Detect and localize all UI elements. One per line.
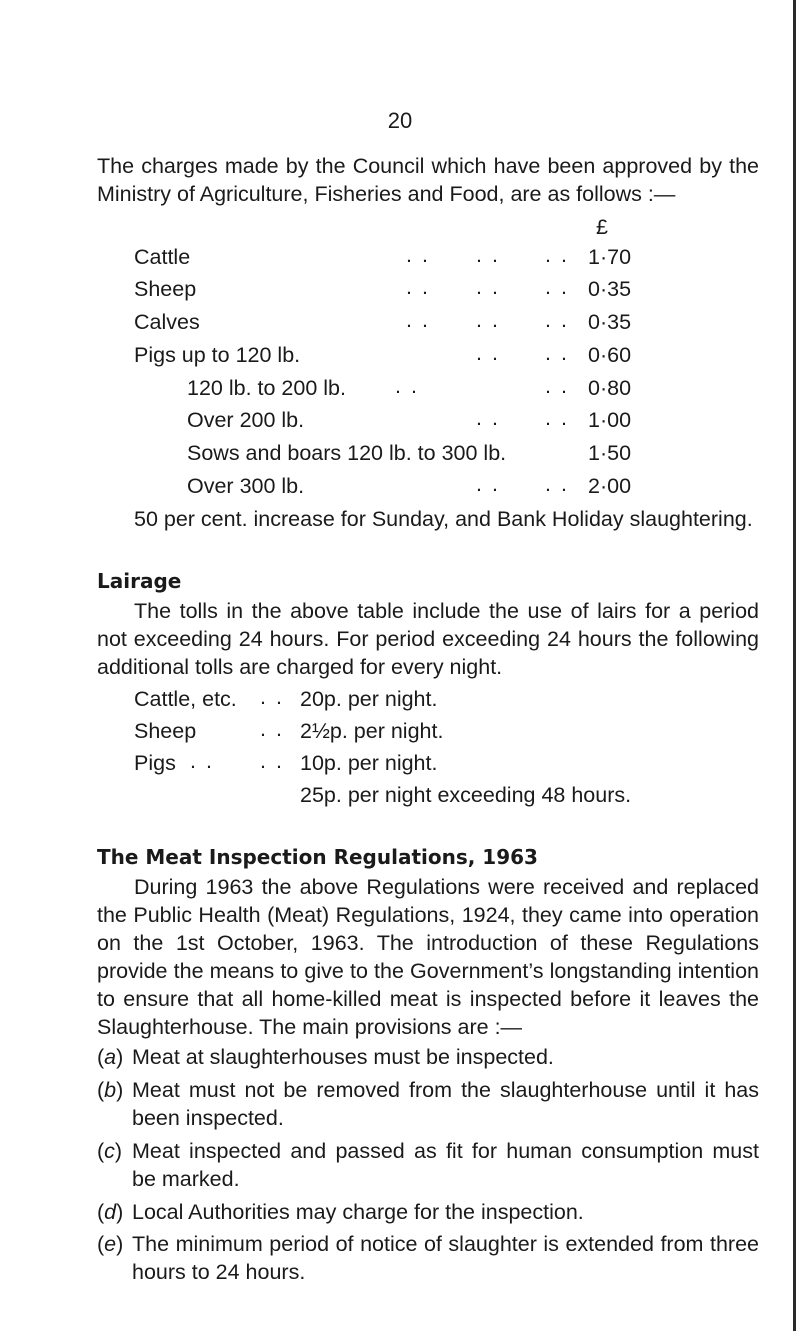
list-item-text: Meat inspected and passed as fit for human consumption must be marked. — [132, 1139, 759, 1191]
toll-value: 25p. per night exceeding 48 hours. — [300, 783, 632, 807]
list-item-label: (c) — [97, 1139, 123, 1163]
regulations-paragraph: During 1963 the above Regulations were received and replaced the Public Health (Meat) Regulations, 1924, they came into operation on the 1st October, 1963. The introduction of these Regulations provide the means to give to the Government’s longstanding intention to ensure that all home-killed meat is inspected before it leaves the Slaughterhouse. The main provisions are :— — [97, 875, 759, 1039]
list-item-text: Meat at slaughterhouses must be inspected. — [132, 1045, 554, 1069]
charge-label: Sows and boars 120 lb. to 300 lb. — [187, 441, 507, 465]
lairage-paragraph: The tolls in the above table include the use of lairs for a period not exceeding 24 hours. For period exceeding 24 hours the following additional tolls are charged for every night. — [97, 599, 759, 679]
charge-value: 2·00 — [588, 474, 632, 498]
charge-value: 1·00 — [588, 408, 632, 432]
charge-label: Calves — [134, 310, 200, 334]
charge-value: 1·50 — [588, 441, 632, 465]
toll-value: 20p. per night. — [300, 687, 438, 711]
list-item-text: Local Authorities may charge for the inspection. — [132, 1200, 584, 1224]
lairage-heading: Lairage — [97, 569, 182, 593]
list-item-text: The minimum period of notice of slaughter is extended from three hours to 24 hours. — [132, 1232, 759, 1284]
leader-dots: . . — [406, 308, 430, 332]
page-number: 20 — [387, 108, 413, 133]
leader-dots: . . — [476, 308, 500, 332]
leader-dots: . . — [545, 243, 569, 267]
charge-value: 0·35 — [588, 310, 632, 334]
charge-label: Sheep — [134, 277, 197, 301]
charge-value: 0·60 — [588, 343, 632, 367]
intro-paragraph: The charges made by the Council which have been approved by the Ministry of Agriculture, Fisheries and Food, are as follows :— — [97, 154, 759, 206]
leader-dots: . . — [476, 341, 500, 365]
leader-dots: . . — [476, 275, 500, 299]
charge-label: 120 lb. to 200 lb. — [187, 376, 346, 400]
leader-dots: . . — [476, 472, 500, 496]
leader-dots: . . — [406, 275, 430, 299]
list-item-label: (b) — [97, 1078, 124, 1102]
charge-label: Cattle — [134, 245, 191, 269]
charges-footnote: 50 per cent. increase for Sunday, and Bank Holiday slaughtering. — [134, 507, 753, 531]
charge-value: 1·70 — [588, 245, 632, 269]
leader-dots: . . — [406, 243, 430, 267]
charge-value: 0·35 — [588, 277, 632, 301]
leader-dots: . . — [545, 341, 569, 365]
leader-dots: . . — [260, 685, 284, 709]
leader-dots: . . — [545, 374, 569, 398]
toll-value: 2½p. per night. — [300, 719, 444, 743]
charge-label: Pigs up to 120 lb. — [134, 343, 301, 367]
leader-dots: . . — [545, 308, 569, 332]
regulations-heading: The Meat Inspection Regulations, 1963 — [97, 845, 538, 869]
list-item-text: Meat must not be removed from the slaughterhouse until it has been inspected. — [132, 1078, 759, 1130]
list-item-label: (d) — [97, 1200, 124, 1224]
charge-value: 0·80 — [588, 376, 632, 400]
leader-dots: . . — [395, 374, 419, 398]
charge-label: Over 200 lb. — [187, 408, 305, 432]
leader-dots: . . — [260, 749, 284, 773]
toll-label: Pigs — [134, 751, 176, 775]
leader-dots: . . — [190, 749, 214, 773]
list-item-label: (a) — [97, 1045, 124, 1069]
leader-dots: . . — [545, 406, 569, 430]
currency-symbol: £ — [596, 215, 608, 239]
leader-dots: . . — [260, 717, 284, 741]
list-item-label: (e) — [97, 1232, 124, 1256]
leader-dots: . . — [545, 472, 569, 496]
toll-label: Sheep — [134, 719, 197, 743]
page-edge-line — [793, 0, 796, 1331]
charge-label: Over 300 lb. — [187, 474, 305, 498]
leader-dots: . . — [476, 406, 500, 430]
toll-label: Cattle, etc. — [134, 687, 237, 711]
leader-dots: . . — [476, 243, 500, 267]
toll-value: 10p. per night. — [300, 751, 438, 775]
leader-dots: . . — [545, 275, 569, 299]
